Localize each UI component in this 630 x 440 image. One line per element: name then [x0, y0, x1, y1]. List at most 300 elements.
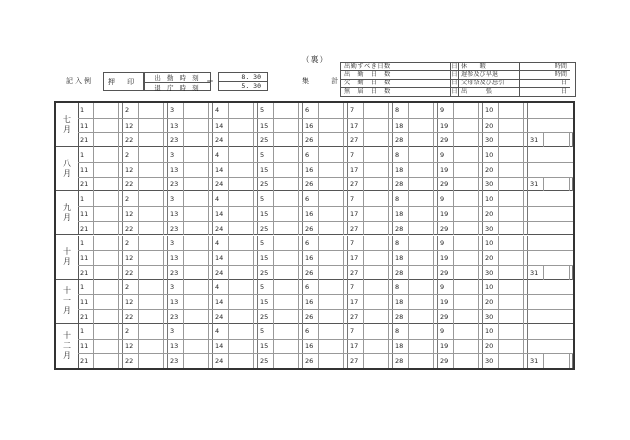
stamp-box[interactable] [273, 119, 299, 133]
remarks-cell[interactable] [528, 280, 573, 295]
stamp-box[interactable] [408, 103, 434, 118]
day-cell [438, 236, 483, 251]
stamp-box[interactable] [453, 119, 479, 133]
day-number: 8 [395, 283, 400, 292]
stamp-box[interactable] [453, 310, 479, 324]
day-number: 19 [440, 121, 449, 130]
stamp-box[interactable] [318, 103, 344, 118]
summary-unit: 時間 [520, 63, 570, 71]
stamp-box[interactable] [318, 222, 344, 236]
stamp-box[interactable] [318, 324, 344, 339]
day-number: 22 [125, 268, 134, 277]
day-number: 26 [305, 180, 314, 189]
stamp-box[interactable] [408, 147, 434, 162]
stamp-box[interactable] [453, 207, 479, 221]
stamp-box[interactable] [273, 236, 299, 251]
stamp-box[interactable] [498, 340, 524, 354]
day-number: 29 [440, 268, 449, 277]
stamp-box[interactable] [363, 310, 389, 324]
stamp-box[interactable] [138, 251, 164, 265]
stamp-box[interactable] [273, 324, 299, 339]
stamp-box[interactable] [183, 251, 209, 265]
stamp-box[interactable] [138, 236, 164, 251]
stamp-box[interactable] [93, 295, 119, 309]
stamp-box[interactable] [363, 178, 389, 192]
week-row [78, 191, 573, 206]
day-cell [213, 147, 258, 162]
stamp-box[interactable] [363, 222, 389, 236]
stamp-box[interactable] [363, 103, 389, 118]
stamp-box[interactable] [183, 266, 209, 280]
day-cell [168, 310, 213, 324]
stamp-box[interactable] [93, 163, 119, 177]
day-cell [483, 295, 528, 309]
stamp-box[interactable] [543, 178, 570, 192]
stamp-box[interactable] [318, 236, 344, 251]
day-cell [393, 119, 438, 133]
stamp-box[interactable] [363, 207, 389, 221]
day-number: 11 [80, 254, 89, 263]
day-number: 12 [125, 165, 134, 174]
day-number: 4 [215, 106, 220, 115]
stamp-box[interactable] [363, 236, 389, 251]
day-number: 2 [125, 194, 130, 203]
day-number: 23 [170, 180, 179, 189]
month-label-char: 月 [63, 124, 71, 134]
remarks-cell[interactable] [528, 147, 573, 162]
summary-table [340, 62, 576, 97]
day-cell [168, 178, 213, 192]
stamp-box[interactable] [93, 119, 119, 133]
stamp-box[interactable] [408, 340, 434, 354]
day-number: 25 [260, 136, 269, 145]
stamp-box[interactable] [453, 295, 479, 309]
remarks-cell[interactable] [528, 103, 573, 118]
stamp-box[interactable] [498, 103, 524, 118]
stamp-box[interactable] [273, 222, 299, 236]
stamp-box[interactable] [453, 147, 479, 162]
day-number: 27 [350, 136, 359, 145]
stamp-box[interactable] [138, 354, 164, 368]
summary-unit: 日 [451, 87, 458, 95]
stamp-box[interactable] [138, 163, 164, 177]
day-number: 16 [305, 121, 314, 130]
stamp-box[interactable] [183, 147, 209, 162]
summary-unit: 時間 [520, 71, 570, 79]
stamp-box[interactable] [318, 251, 344, 265]
day-cell [258, 310, 303, 324]
day-number: 19 [440, 342, 449, 351]
day-cell [123, 147, 168, 162]
remarks-cell[interactable] [528, 251, 573, 265]
day-cell [168, 163, 213, 177]
stamp-box[interactable] [318, 310, 344, 324]
stamp-box[interactable] [183, 280, 209, 295]
day-number: 20 [485, 165, 494, 174]
stamp-box[interactable] [453, 103, 479, 118]
remarks-cell[interactable] [528, 295, 573, 309]
stamp-box[interactable] [273, 251, 299, 265]
stamp-box[interactable] [318, 266, 344, 280]
stamp-box[interactable] [363, 133, 389, 147]
stamp-box[interactable] [363, 266, 389, 280]
stamp-box[interactable] [453, 222, 479, 236]
day-number: 19 [440, 298, 449, 307]
stamp-box[interactable] [408, 324, 434, 339]
day-number: 5 [260, 194, 265, 203]
stamp-box[interactable] [138, 178, 164, 192]
stamp-box[interactable] [498, 191, 524, 206]
day-cell [483, 222, 528, 236]
stamp-box[interactable] [363, 147, 389, 162]
day-cell [303, 236, 348, 251]
stamp-box[interactable] [93, 222, 119, 236]
day-number: 15 [260, 165, 269, 174]
stamp-box[interactable] [498, 236, 524, 251]
stamp-box[interactable] [318, 280, 344, 295]
summary-unit: 日 [520, 80, 570, 88]
day-cell [123, 191, 168, 206]
day-number: 13 [170, 298, 179, 307]
day-number: 27 [350, 357, 359, 366]
stamp-box[interactable] [363, 280, 389, 295]
stamp-box[interactable] [498, 163, 524, 177]
stamp-box[interactable] [408, 222, 434, 236]
stamp-box[interactable] [363, 191, 389, 206]
stamp-box[interactable] [138, 119, 164, 133]
stamp-box[interactable] [228, 163, 254, 177]
remarks-cell[interactable] [528, 222, 573, 236]
stamp-box[interactable] [228, 178, 254, 192]
week-row [78, 221, 573, 236]
stamp-box[interactable] [93, 354, 119, 368]
stamp-box[interactable] [228, 147, 254, 162]
stamp-box[interactable] [183, 324, 209, 339]
stamp-box[interactable] [363, 251, 389, 265]
stamp-box[interactable] [183, 236, 209, 251]
day-cell [78, 103, 123, 118]
remarks-cell[interactable] [528, 119, 573, 133]
stamp-box[interactable] [183, 178, 209, 192]
day-cell [348, 236, 393, 251]
day-cell [78, 236, 123, 251]
stamp-box[interactable] [543, 266, 570, 280]
day-number: 11 [80, 121, 89, 130]
stamp-box[interactable] [228, 236, 254, 251]
remarks-cell[interactable] [528, 340, 573, 354]
stamp-box[interactable] [138, 207, 164, 221]
stamp-box[interactable] [453, 354, 479, 368]
stamp-box[interactable] [408, 354, 434, 368]
day-cell [393, 354, 438, 368]
stamp-box[interactable] [273, 207, 299, 221]
remarks-cell[interactable] [528, 310, 573, 324]
day-number: 4 [215, 327, 220, 336]
stamp-box[interactable] [498, 147, 524, 162]
stamp-box[interactable] [93, 103, 119, 118]
stamp-box[interactable] [408, 251, 434, 265]
summary-item-label: 出 勤 日 数 [341, 71, 451, 79]
stamp-box[interactable] [498, 324, 524, 339]
day-cell [168, 133, 213, 147]
day-cell [348, 324, 393, 339]
stamp-box[interactable] [408, 295, 434, 309]
day-cell [123, 236, 168, 251]
stamp-box[interactable] [273, 103, 299, 118]
stamp-box[interactable] [318, 207, 344, 221]
day-number: 26 [305, 224, 314, 233]
stamp-box[interactable] [273, 295, 299, 309]
stamp-box[interactable] [498, 178, 524, 192]
day-number: 25 [260, 224, 269, 233]
day-number: 24 [215, 312, 224, 321]
stamp-box[interactable] [93, 251, 119, 265]
remarks-cell[interactable] [528, 324, 573, 339]
remarks-cell[interactable] [528, 191, 573, 206]
week-row [78, 162, 573, 177]
stamp-box[interactable] [93, 133, 119, 147]
stamp-box[interactable] [498, 266, 524, 280]
stamp-box[interactable] [183, 119, 209, 133]
stamp-box[interactable] [498, 207, 524, 221]
stamp-box[interactable] [273, 133, 299, 147]
month-label-char: 一 [63, 296, 71, 306]
day-number: 11 [80, 165, 89, 174]
stamp-box[interactable] [453, 266, 479, 280]
day-cell [123, 103, 168, 118]
stamp-box[interactable] [453, 163, 479, 177]
day-number: 17 [350, 298, 359, 307]
stamp-box[interactable] [498, 310, 524, 324]
stamp-box[interactable] [363, 354, 389, 368]
stamp-box[interactable] [93, 266, 119, 280]
stamp-box[interactable] [498, 280, 524, 295]
stamp-box[interactable] [273, 280, 299, 295]
day-number: 15 [260, 209, 269, 218]
stamp-box[interactable] [453, 178, 479, 192]
day-cell [258, 163, 303, 177]
stamp-box[interactable] [228, 222, 254, 236]
stamp-box[interactable] [273, 340, 299, 354]
stamp-box[interactable] [183, 163, 209, 177]
day-number: 28 [395, 268, 404, 277]
stamp-box[interactable] [228, 310, 254, 324]
month-block [56, 324, 573, 368]
stamp-box[interactable] [183, 207, 209, 221]
stamp-box[interactable] [363, 324, 389, 339]
stamp-box[interactable] [93, 324, 119, 339]
day-number: 15 [260, 121, 269, 130]
stamp-box[interactable] [138, 295, 164, 309]
stamp-box[interactable] [453, 251, 479, 265]
stamp-box[interactable] [138, 103, 164, 118]
day-cell [528, 354, 573, 368]
day-number: 31 [530, 180, 539, 189]
day-number: 30 [485, 224, 494, 233]
stamp-box[interactable] [408, 310, 434, 324]
stamp-box[interactable] [138, 340, 164, 354]
stamp-box[interactable] [318, 119, 344, 133]
day-cell [393, 103, 438, 118]
stamp-box[interactable] [228, 103, 254, 118]
day-number: 16 [305, 342, 314, 351]
stamp-box[interactable] [273, 310, 299, 324]
stamp-box[interactable] [183, 103, 209, 118]
stamp-box[interactable] [183, 191, 209, 206]
stamp-box[interactable] [318, 133, 344, 147]
stamp-box[interactable] [183, 133, 209, 147]
stamp-box[interactable] [138, 222, 164, 236]
stamp-box[interactable] [453, 280, 479, 295]
stamp-box[interactable] [498, 119, 524, 133]
stamp-box[interactable] [408, 163, 434, 177]
stamp-box[interactable] [93, 310, 119, 324]
day-number: 6 [305, 150, 310, 159]
day-number: 30 [485, 312, 494, 321]
day-number: 6 [305, 327, 310, 336]
stamp-box[interactable] [138, 310, 164, 324]
stamp-box[interactable] [228, 207, 254, 221]
remarks-cell[interactable] [528, 163, 573, 177]
stamp-box[interactable] [318, 163, 344, 177]
day-number: 6 [305, 238, 310, 247]
stamp-box[interactable] [543, 133, 570, 147]
stamp-box[interactable] [183, 340, 209, 354]
stamp-box[interactable] [408, 191, 434, 206]
stamp-box[interactable] [408, 236, 434, 251]
day-cell [303, 207, 348, 221]
day-number: 1 [80, 106, 85, 115]
stamp-box[interactable] [228, 266, 254, 280]
stamp-box[interactable] [183, 295, 209, 309]
day-cell [168, 119, 213, 133]
stamp-box[interactable] [453, 236, 479, 251]
stamp-box[interactable] [93, 280, 119, 295]
stamp-box[interactable] [273, 163, 299, 177]
stamp-box[interactable] [228, 119, 254, 133]
stamp-box[interactable] [453, 191, 479, 206]
stamp-box[interactable] [543, 354, 570, 368]
stamp-box[interactable] [408, 280, 434, 295]
stamp-box[interactable] [93, 340, 119, 354]
week-row [78, 309, 573, 324]
stamp-box[interactable] [273, 147, 299, 162]
stamp-box[interactable] [408, 133, 434, 147]
stamp-box[interactable] [273, 178, 299, 192]
stamp-box[interactable] [93, 207, 119, 221]
month-label-char: 月 [63, 212, 71, 222]
stamp-box[interactable] [453, 340, 479, 354]
stamp-box[interactable] [363, 340, 389, 354]
day-number: 13 [170, 121, 179, 130]
stamp-box[interactable] [183, 222, 209, 236]
stamp-box[interactable] [498, 354, 524, 368]
stamp-box[interactable] [273, 354, 299, 368]
stamp-box[interactable] [138, 147, 164, 162]
day-cell [168, 266, 213, 280]
stamp-box[interactable] [228, 191, 254, 206]
stamp-box[interactable] [273, 266, 299, 280]
stamp-box[interactable] [408, 119, 434, 133]
day-cell [483, 310, 528, 324]
stamp-box[interactable] [498, 222, 524, 236]
stamp-box[interactable] [93, 191, 119, 206]
stamp-box[interactable] [228, 324, 254, 339]
day-cell [258, 147, 303, 162]
stamp-box[interactable] [498, 251, 524, 265]
stamp-box[interactable] [93, 178, 119, 192]
stamp-box[interactable] [453, 133, 479, 147]
day-cell [393, 295, 438, 309]
day-number: 23 [170, 268, 179, 277]
summary-item-label: 欠 勤 日 数 [341, 80, 451, 88]
day-cell [258, 178, 303, 192]
stamp-box[interactable] [408, 207, 434, 221]
day-number: 6 [305, 283, 310, 292]
stamp-box[interactable] [228, 280, 254, 295]
day-cell [303, 324, 348, 339]
stamp-box[interactable] [138, 266, 164, 280]
stamp-box[interactable] [183, 310, 209, 324]
day-cell [438, 163, 483, 177]
day-cell [483, 324, 528, 339]
stamp-box[interactable] [318, 178, 344, 192]
month-label-char: 十 [63, 247, 71, 257]
day-cell [438, 280, 483, 295]
day-cell [483, 354, 528, 368]
stamp-box[interactable] [228, 295, 254, 309]
day-cell [168, 207, 213, 221]
stamp-box[interactable] [498, 295, 524, 309]
remarks-cell[interactable] [528, 207, 573, 221]
remarks-cell[interactable] [528, 236, 573, 251]
stamp-box[interactable] [453, 324, 479, 339]
day-cell [393, 191, 438, 206]
day-cell [303, 340, 348, 354]
stamp-box[interactable] [138, 324, 164, 339]
stamp-box[interactable] [93, 147, 119, 162]
stamp-box[interactable] [363, 163, 389, 177]
day-number: 11 [80, 209, 89, 218]
stamp-box[interactable] [228, 340, 254, 354]
stamp-box[interactable] [408, 266, 434, 280]
stamp-box[interactable] [363, 295, 389, 309]
stamp-box[interactable] [408, 178, 434, 192]
stamp-box[interactable] [318, 354, 344, 368]
stamp-box[interactable] [318, 147, 344, 162]
stamp-box[interactable] [318, 191, 344, 206]
stamp-box[interactable] [228, 251, 254, 265]
stamp-box[interactable] [228, 133, 254, 147]
stamp-box[interactable] [318, 340, 344, 354]
stamp-box[interactable] [228, 354, 254, 368]
month-label-char: 月 [63, 306, 71, 316]
stamp-box[interactable] [138, 280, 164, 295]
week-row [78, 132, 573, 147]
stamp-box[interactable] [273, 191, 299, 206]
stamp-box[interactable] [498, 133, 524, 147]
day-cell [123, 207, 168, 221]
day-cell [483, 103, 528, 118]
stamp-box[interactable] [138, 191, 164, 206]
day-number: 11 [80, 298, 89, 307]
stamp-box[interactable] [318, 295, 344, 309]
stamp-box[interactable] [183, 354, 209, 368]
stamp-box[interactable] [93, 236, 119, 251]
day-number: 28 [395, 312, 404, 321]
stamp-box[interactable] [138, 133, 164, 147]
stamp-box[interactable] [363, 119, 389, 133]
